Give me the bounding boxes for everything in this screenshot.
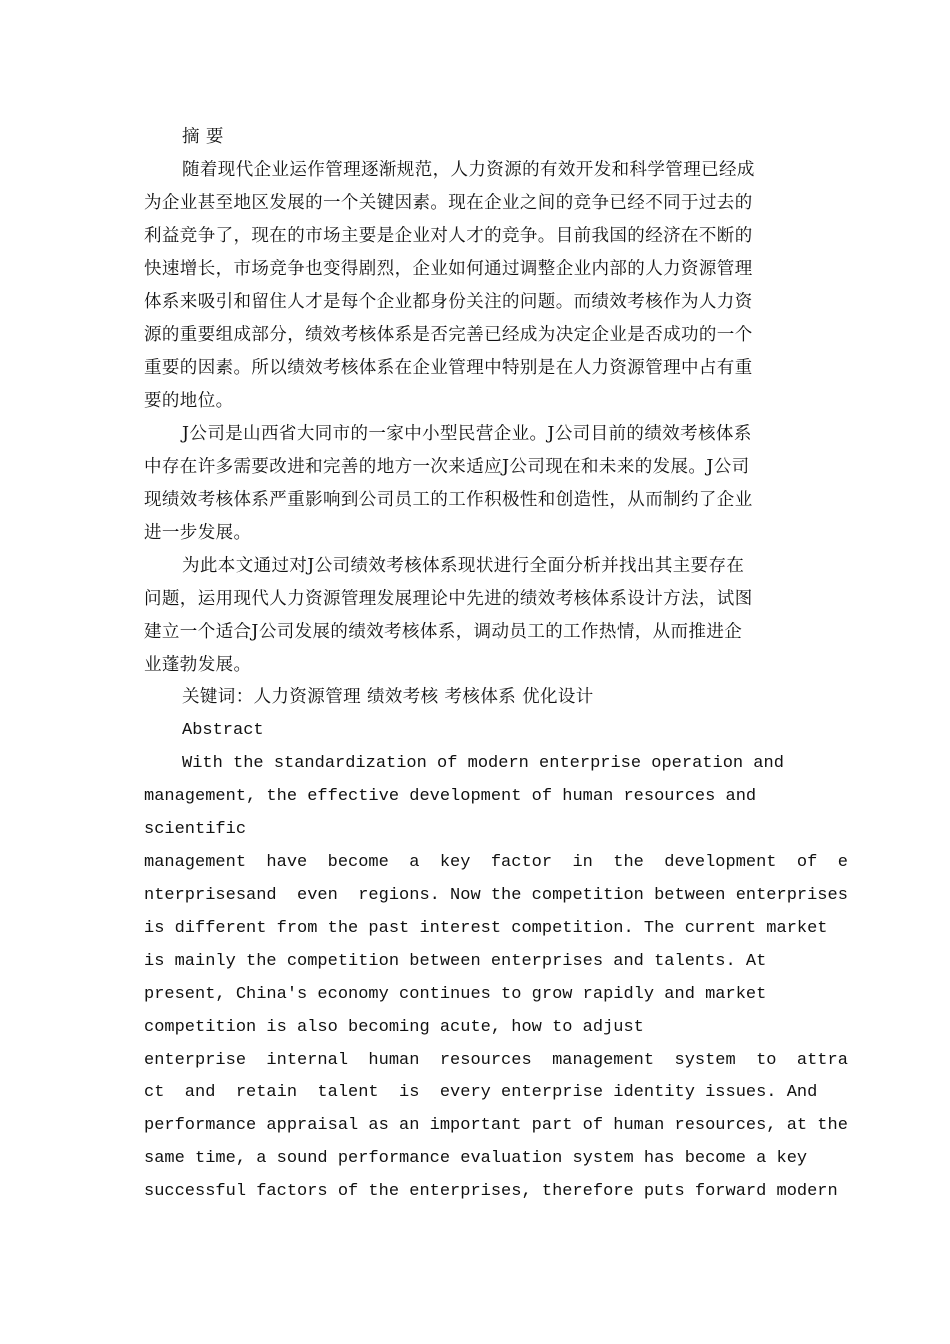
paragraph-line: performance appraisal as an important part of human resources, at the bbox=[144, 1116, 848, 1135]
paragraph-line: 现绩效考核体系严重影响到公司员工的工作积极性和创造性，从而制约了企业 bbox=[144, 490, 753, 510]
paragraph-line: 利益竞争了，现在的市场主要是企业对人才的竞争。目前我国的经济在不断的 bbox=[144, 226, 753, 246]
paragraph-line: 快速增长，市场竞争也变得剧烈，企业如何通过调整企业内部的人力资源管理 bbox=[144, 259, 753, 279]
paragraph-line: nterprisesand even regions. Now the competition between enterprises bbox=[144, 886, 848, 905]
paragraph-line: 为此本文通过对J公司绩效考核体系现状进行全面分析并找出其主要存在 bbox=[182, 556, 745, 576]
paragraph-line: management have become a key factor in the development of e bbox=[144, 853, 848, 872]
paragraph-line: is different from the past interest competition. The current market bbox=[144, 919, 828, 938]
paragraph-line: 业蓬勃发展。 bbox=[144, 655, 252, 675]
paragraph-line: 中存在许多需要改进和完善的地方一次来适应J公司现在和未来的发展。J公司 bbox=[144, 457, 750, 477]
paragraph-line: present, China's economy continues to grow rapidly and market bbox=[144, 985, 767, 1004]
paragraph-line: management, the effective development of human resources and bbox=[144, 787, 757, 806]
keywords-cn: 关键词：人力资源管理 绩效考核 考核体系 优化设计 bbox=[182, 687, 594, 707]
paragraph-line: ct and retain talent is every enterprise identity issues. And bbox=[144, 1083, 818, 1102]
paragraph-line: 随着现代企业运作管理逐渐规范，人力资源的有效开发和科学管理已经成 bbox=[182, 160, 755, 180]
paragraph-line: 为企业甚至地区发展的一个关键因素。现在企业之间的竞争已经不同于过去的 bbox=[144, 193, 753, 213]
paragraph-line: 进一步发展。 bbox=[144, 523, 252, 543]
paragraph-line: same time, a sound performance evaluation system has become a key bbox=[144, 1149, 808, 1168]
paragraph-line: 源的重要组成部分，绩效考核体系是否完善已经成为决定企业是否成功的一个 bbox=[144, 325, 753, 345]
paragraph-line: is mainly the competition between enterprises and talents. At bbox=[144, 952, 767, 971]
paragraph-line: enterprise internal human resources management system to attra bbox=[144, 1051, 848, 1070]
abstract-en-heading: Abstract bbox=[182, 721, 264, 740]
paragraph-line: 要的地位。 bbox=[144, 391, 234, 411]
paragraph-line: competition is also becoming acute, how to adjust bbox=[144, 1018, 644, 1037]
paragraph-line: 体系来吸引和留住人才是每个企业都身份关注的问题。而绩效考核作为人力资 bbox=[144, 292, 753, 312]
abstract-cn-heading: 摘 要 bbox=[182, 127, 224, 147]
paragraph-line: scientific bbox=[144, 820, 247, 839]
paragraph-line: J公司是山西省大同市的一家中小型民营企业。J公司目前的绩效考核体系 bbox=[182, 424, 752, 444]
paragraph-line: 重要的因素。所以绩效考核体系在企业管理中特别是在人力资源管理中占有重 bbox=[144, 358, 753, 378]
paragraph-line: successful factors of the enterprises, therefore puts forward modern bbox=[144, 1182, 838, 1201]
paragraph-line: 问题，运用现代人力资源管理发展理论中先进的绩效考核体系设计方法，试图 bbox=[144, 589, 753, 609]
paragraph-line: 建立一个适合J公司发展的绩效考核体系，调动员工的工作热情，从而推进企 bbox=[144, 622, 743, 642]
paragraph-line: With the standardization of modern enterprise operation and bbox=[182, 754, 784, 773]
